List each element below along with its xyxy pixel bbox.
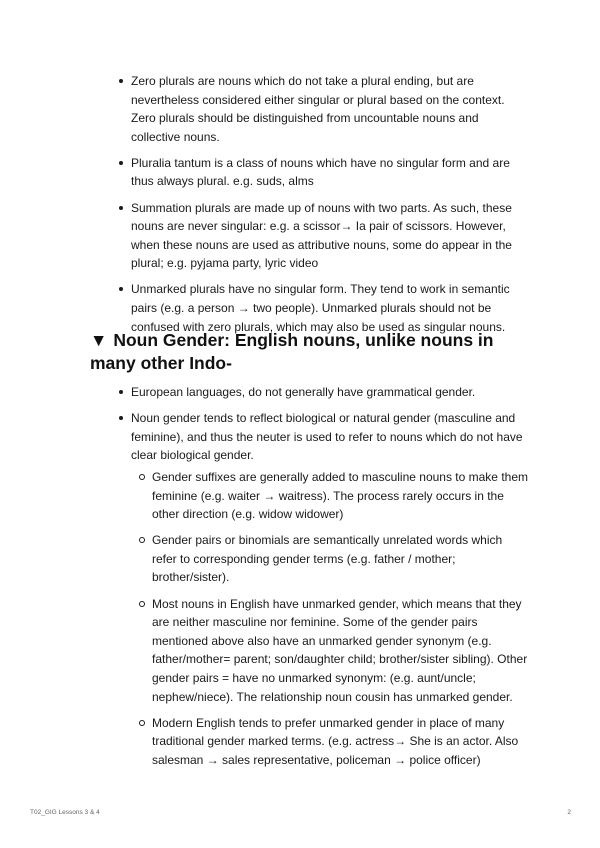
list-item-pluralia-tantum: Pluralia tantum is a class of nouns which have no singular form and are thus always plural. e.g. suds, alms <box>131 154 526 191</box>
footer-document-title: T02_GIG Lessons 3 & 4 <box>30 809 100 816</box>
sublist-item-gender-pairs: Gender pairs or binomials are semantically unrelated words which refer to corresponding gender terms (e.g. father / mother; brother/sister). <box>152 531 530 587</box>
section-heading-noun-gender[interactable] <box>90 329 530 375</box>
collapse-caret-icon[interactable]: ▼ <box>90 330 108 350</box>
list-item-summation-plurals: Summation plurals are made up of nouns with two parts. As such, these nouns are never singular: e.g. a scissor→ Ia pair of scissors. However, when these nouns are used as attributive nouns, some do appear in the plural; e.g. pyjama party, lyric video <box>131 199 526 273</box>
footer-page-number: 2 <box>567 809 571 816</box>
list-item-zero-plurals: Zero plurals are nouns which do not take a plural ending, but are nevertheless considered either singular or plural based on the context. Zero plurals should be distinguished from uncountable nouns and collective nouns. <box>131 72 526 146</box>
list-item-european-languages: European languages, do not generally have grammatical gender. <box>131 383 526 402</box>
section-heading-text: Noun Gender: English nouns, unlike nouns in many other Indo- <box>90 330 494 373</box>
sublist-item-unmarked-gender: Most nouns in English have unmarked gender, which means that they are neither masculine nor feminine. Some of the gender pairs mentioned above also have an unmarked gender synonym (e.g. father/mother= parent; son/daughter child; brother/sister sibling). Other gender pairs = have no unmarked synonym: (e.g. aunt/uncle; nephew/niece). The relationship noun cousin has unmarked gender. <box>152 595 530 707</box>
list-item-noun-gender-biological: Noun gender tends to reflect biological or natural gender (masculine and feminine), and thus the neuter is used to refer to nouns which do not have clear biological gender. <box>131 409 526 465</box>
plural-types-list <box>0 72 600 344</box>
sublist-item-modern-english: Modern English tends to prefer unmarked gender in place of many traditional gender marked terms. (e.g. actress→ She is an actor. Also salesman → sales representative, policeman → police officer) <box>152 714 530 770</box>
gender-sublist <box>0 468 600 777</box>
noun-gender-list <box>0 383 600 472</box>
list-item-unmarked-plurals: Unmarked plurals have no singular form. They tend to work in semantic pairs (e.g. a person → two people). Unmarked plurals should not be confused with zero plurals, which may also be used as singular nouns. <box>131 280 526 336</box>
sublist-item-gender-suffixes: Gender suffixes are generally added to masculine nouns to make them feminine (e.g. waiter → waitress). The process rarely occurs in the other direction (e.g. widow widower) <box>152 468 530 524</box>
